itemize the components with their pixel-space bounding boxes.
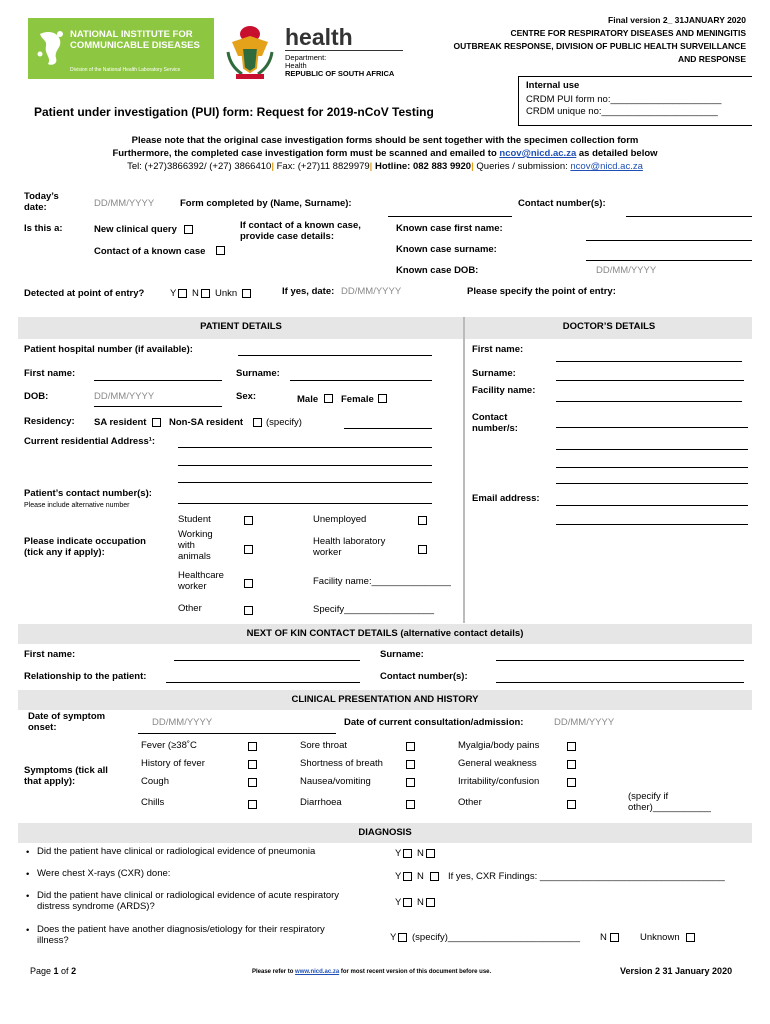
occupation-other-checkbox[interactable] [244,606,253,615]
health-lab-label: Health laboratory worker [313,536,386,558]
symptom-other-checkbox[interactable] [567,800,576,809]
female-checkbox[interactable] [378,394,387,403]
new-clinical-label: New clinical query [94,224,177,235]
nicd-emblem-icon [34,28,68,68]
patient-sex-label: Sex: [236,391,257,402]
weakness-label: General weakness [458,758,537,769]
patient-first-name-line[interactable] [94,380,222,381]
patient-contact-label: Patient’s contact number(s): [24,488,152,499]
patient-first-name-label: First name: [24,368,76,379]
doctor-details-heading: DOCTOR’S DETAILS [562,321,656,332]
q2-y-checkbox[interactable] [403,872,412,881]
facility-name-field[interactable]: Facility name:_______________ [313,576,451,587]
kin-heading: NEXT OF KIN CONTACT DETAILS (alternative contact details) [246,628,524,639]
address-line-2[interactable] [178,465,432,466]
q3-y-checkbox[interactable] [403,898,412,907]
weakness-checkbox[interactable] [567,760,576,769]
q1-bullet: • [26,847,30,858]
q3-n-label: N [417,897,424,908]
q3-bullet: • [26,891,30,902]
form-title: Patient under investigation (PUI) form: Request for 2019-nCoV Testing [34,105,434,119]
non-sa-checkbox[interactable] [253,418,262,427]
onset-label: Date of symptom onset: [28,711,106,733]
detected-label: Detected at point of entry? [24,288,145,299]
crdm-pui-field[interactable]: CRDM PUI form no:_____________________ [526,94,722,105]
occupation-other-label: Other [178,603,202,614]
kin-relationship-label: Relationship to the patient: [24,671,147,682]
q2-n-label: N [417,871,424,882]
history-fever-checkbox[interactable] [248,760,257,769]
male-label: Male [297,394,319,405]
doctor-email-line-2[interactable] [556,524,748,525]
nicd-logo [28,18,214,79]
kin-relationship-line[interactable] [166,682,360,683]
diagnosis-bar [18,823,752,843]
coat-of-arms-icon [222,22,278,82]
kin-surname-line[interactable] [496,660,744,661]
kin-contact-label: Contact number(s): [380,671,468,682]
note-line-2: Furthermore, the completed case investigation form must be scanned and emailed to ncov@nicd.ac.za as detailed below [112,148,658,159]
doctor-contact-line-2[interactable] [556,449,748,450]
female-label: Female [341,394,374,405]
q4-n-checkbox[interactable] [610,933,619,942]
q2-bullet: • [26,869,30,880]
q4-y-checkbox[interactable] [398,933,407,942]
is-this-a-label: Is this a: [24,223,63,234]
address-label: Current residential Address¹: [24,436,156,447]
contact-numbers-line[interactable] [626,216,752,217]
patient-surname-line[interactable] [290,380,432,381]
diarrhoea-checkbox[interactable] [406,800,415,809]
form-completed-label: Form completed by (Name, Surname): [180,198,352,209]
doctor-contact-label: Contact number/s: [472,412,518,434]
patient-dob-field[interactable]: DD/MM/YYYY [94,391,155,402]
todays-date-label: Today’s date: [24,191,59,213]
known-dob-label: Known case DOB: [396,265,479,276]
new-clinical-checkbox[interactable] [184,225,193,234]
note-line-3: Tel: (+27)3866392/ (+27) 3866410| Fax: (+27)11 8829979| Hotline: 082 883 9920| Queries / submission: ncov@nicd.ac.za [127,161,643,172]
footer-version: Version 2 31 January 2020 [620,966,733,976]
alt-number-note: Please include alternative number [24,502,130,509]
kin-first-name-line[interactable] [174,660,360,661]
health-divider [285,50,403,51]
dept-line-1: Department: [285,53,327,62]
occupation-specify-field[interactable]: Specify_________________ [313,604,434,615]
doctor-contact-line-4[interactable] [556,483,748,484]
working-animals-checkbox[interactable] [244,545,253,554]
doctor-contact-line-3[interactable] [556,467,748,468]
sob-label: Shortness of breath [300,758,383,769]
internal-use-label: Internal use [526,80,580,91]
q2-n-checkbox[interactable] [430,872,439,881]
if-contact-label: If contact of a known case, provide case details: [240,220,361,242]
centre-line: CENTRE FOR RESPIRATORY DISEASES AND MENINGITIS [510,28,746,38]
detected-n-checkbox[interactable] [201,289,210,298]
q3-text: Did the patient have clinical or radiological evidence of acute respiratory distress syndrome (ARDS)? [37,890,340,912]
fever-label: Fever (≥38˚C [141,740,197,751]
if-yes-date-field[interactable]: DD/MM/YYYY [341,286,402,297]
diarrhoea-label: Diarrhoea [300,797,342,808]
doctor-facility-label: Facility name: [472,385,536,396]
q1-y-checkbox[interactable] [403,849,412,858]
contact-numbers-label: Contact number(s): [518,198,606,209]
detected-unkn-checkbox[interactable] [242,289,251,298]
doctor-contact-line-1[interactable] [556,427,748,428]
sa-resident-checkbox[interactable] [152,418,161,427]
fever-checkbox[interactable] [248,742,257,751]
nicd-title: NATIONAL INSTITUTE FOR COMMUNICABLE DISEASES [70,29,200,51]
sore-throat-checkbox[interactable] [406,742,415,751]
sob-checkbox[interactable] [406,760,415,769]
email-link[interactable]: ncov@nicd.ac.za [499,148,577,159]
patient-surname-label: Surname: [236,368,280,379]
contact-known-label: Contact of a known case [94,246,206,257]
kin-bar [18,624,752,644]
irritability-label: Irritability/confusion [458,776,540,787]
onset-date-field[interactable]: DD/MM/YYYY [152,717,213,728]
symptom-other-label: Other [458,797,482,808]
dept-line-2: Health [285,61,307,70]
nausea-checkbox[interactable] [406,778,415,787]
chills-label: Chills [141,797,165,808]
irritability-checkbox[interactable] [567,778,576,787]
detected-unkn-label: Unkn [215,288,238,299]
doctor-first-name-label: First name: [472,344,524,355]
detected-y-checkbox[interactable] [178,289,187,298]
clinical-bar [18,690,752,710]
health-logo-title: health [285,24,353,50]
symptoms-label: Symptoms (tick all that apply): [24,765,108,787]
todays-date-field[interactable]: DD/MM/YYYY [94,198,155,209]
cough-checkbox[interactable] [248,778,257,787]
doctor-first-name-line[interactable] [556,361,742,362]
q1-y-label: Y [395,848,402,859]
diagnosis-heading: DIAGNOSIS [358,827,412,838]
patient-dob-line[interactable] [94,406,222,407]
student-checkbox[interactable] [244,516,253,525]
residency-label: Residency: [24,416,75,427]
contact-known-checkbox[interactable] [216,246,225,255]
hosp-num-line[interactable] [238,355,432,356]
refer-note: Please refer to www.nicd.ac.za for most recent version of this document before use. [252,969,492,975]
q3-n-checkbox[interactable] [426,898,435,907]
clinical-heading: CLINICAL PRESENTATION AND HISTORY [291,694,479,705]
sa-resident-label: SA resident [94,417,147,428]
cough-label: Cough [141,776,169,787]
residency-specify-label: (specify) [266,417,302,428]
q1-n-label: N [417,848,424,859]
q4-y-label: Y [390,932,397,943]
version-line: Final version 2_ 31JANUARY 2020 [608,15,746,25]
page-number: Page 1 of 2 [30,966,77,976]
q4-bullet: • [26,925,30,936]
working-animals-label: Working with animals [178,529,213,562]
myalgia-checkbox[interactable] [567,742,576,751]
address-line-1[interactable] [178,447,432,448]
known-first-label: Known case first name: [396,223,503,234]
sore-throat-label: Sore throat [300,740,347,751]
kin-contact-line[interactable] [496,682,744,683]
doctor-surname-line[interactable] [556,380,744,381]
healthcare-checkbox[interactable] [244,579,253,588]
specify-point-label: Please specify the point of entry: [467,286,616,297]
history-fever-label: History of fever [141,758,205,769]
healthcare-label: Healthcare worker [178,570,224,592]
patient-doctor-divider [463,317,465,623]
detected-y-label: Y [170,288,177,299]
q2-text: Were chest X-rays (CXR) done: [37,868,171,879]
kin-first-name-label: First name: [24,649,76,660]
q4-unknown-checkbox[interactable] [686,933,695,942]
non-sa-label: Non-SA resident [169,417,244,428]
detected-n-label: N [192,288,199,299]
known-dob-field[interactable]: DD/MM/YYYY [596,265,657,276]
known-surname-label: Known case surname: [396,244,497,255]
cxr-findings-field[interactable]: If yes, CXR Findings: ___________________________________ [448,871,725,882]
q1-text: Did the patient have clinical or radiological evidence of pneumonia [37,846,316,857]
symptom-specify-field[interactable]: (specify if other)___________ [628,791,711,813]
address-line-3[interactable] [178,482,432,483]
known-first-line[interactable] [586,240,752,241]
onset-line[interactable] [138,733,336,734]
q2-y-label: Y [395,871,402,882]
q1-n-checkbox[interactable] [426,849,435,858]
doctor-facility-line[interactable] [556,401,742,402]
hosp-num-label: Patient hospital number (if available): [24,344,193,355]
q4-unknown-label: Unknown [640,932,680,943]
doctor-email-line-1[interactable] [556,505,748,506]
nicd-subtitle: Division of the National Health Laboratory Service [70,67,181,73]
occupation-label: Please indicate occupation (tick any if apply): [24,536,146,558]
nicd-website-link[interactable]: www.nicd.ac.za [295,969,340,975]
if-yes-date-label: If yes, date: [282,286,335,297]
form-completed-line[interactable] [388,216,512,217]
myalgia-label: Myalgia/body pains [458,740,540,751]
health-lab-checkbox[interactable] [418,545,427,554]
q3-y-label: Y [395,897,402,908]
note-line-1: Please note that the original case investigation forms should be sent together with the specimen collection form [131,135,639,146]
patient-contact-line[interactable] [178,503,432,504]
unemployed-checkbox[interactable] [418,516,427,525]
kin-surname-label: Surname: [380,649,424,660]
crdm-unique-field[interactable]: CRDM unique no:______________________ [526,106,718,117]
q4-n-label: N [600,932,607,943]
response-line: AND RESPONSE [677,54,746,64]
patient-dob-label: DOB: [24,391,49,402]
doctor-email-label: Email address: [472,493,540,504]
unemployed-label: Unemployed [313,514,367,525]
nausea-label: Nausea/vomiting [300,776,371,787]
dept-line-3: REPUBLIC OF SOUTH AFRICA [285,69,395,78]
student-label: Student [178,514,211,525]
chills-checkbox[interactable] [248,800,257,809]
consult-label: Date of current consultation/admission: [344,717,524,728]
known-surname-line[interactable] [586,260,752,261]
consult-date-field[interactable]: DD/MM/YYYY [554,717,615,728]
doctor-surname-label: Surname: [472,368,516,379]
patient-details-heading: PATIENT DETAILS [200,321,282,332]
queries-email-link[interactable]: ncov@nicd.ac.za [570,161,643,172]
q4-specify-field[interactable]: (specify)_________________________ [412,932,580,943]
residency-specify-line[interactable] [344,428,432,429]
q4-text: Does the patient have another diagnosis/etiology for their respiratory illness? [37,924,325,946]
outbreak-line: OUTBREAK RESPONSE, DIVISION OF PUBLIC HEALTH SURVEILLANCE [453,41,746,51]
male-checkbox[interactable] [324,394,333,403]
